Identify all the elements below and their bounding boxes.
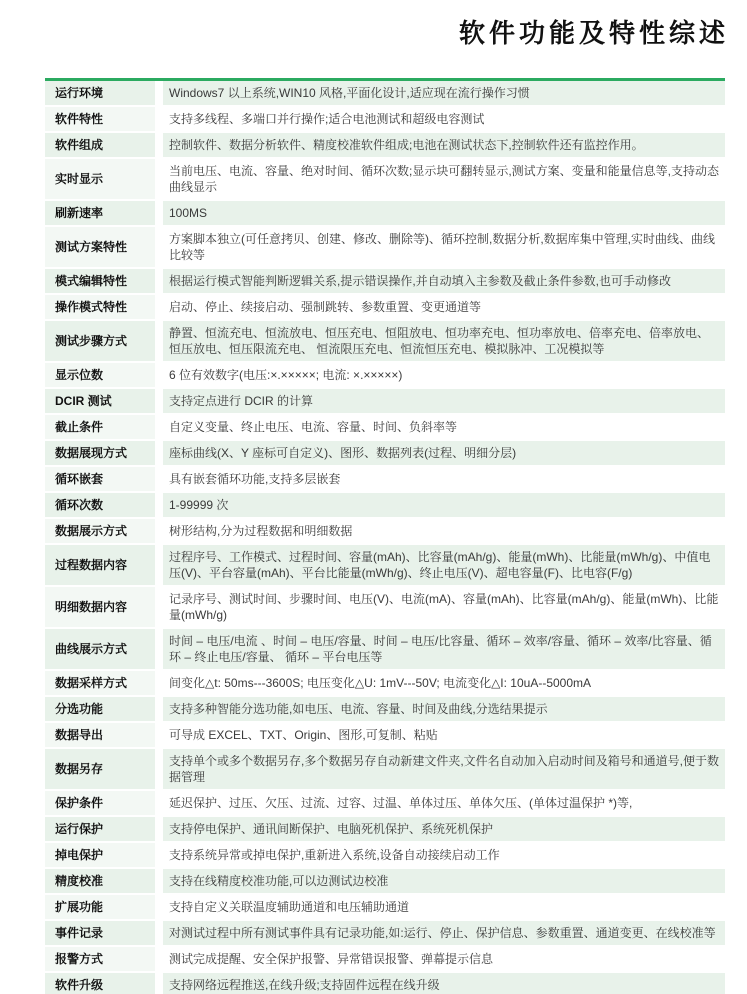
table-row: [45, 227, 725, 269]
table-row: [45, 363, 725, 389]
feature-description: 座标曲线(X、Y 座标可自定义)、图形、数据列表(过程、明细分层): [163, 441, 725, 467]
feature-description: Windows7 以上系统,WIN10 风格,平面化设计,适应现在流行操作习惯: [163, 81, 725, 107]
table-row: [45, 947, 725, 973]
feature-name: 测试方案特性: [45, 227, 163, 269]
feature-name: 数据展示方式: [45, 519, 163, 545]
feature-name: 曲线展示方式: [45, 629, 163, 671]
feature-name: 软件特性: [45, 107, 163, 133]
feature-name: 过程数据内容: [45, 545, 163, 587]
feature-description: 间变化△t: 50ms---3600S; 电压变化△U: 1mV---50V; 电流变化△I: 10uA--5000mA: [163, 671, 725, 697]
table-row: [45, 441, 725, 467]
feature-name: 数据导出: [45, 723, 163, 749]
feature-description: 当前电压、电流、容量、绝对时间、循环次数;显示块可翻转显示,测试方案、变量和能量信息等,支持动态曲线显示: [163, 159, 725, 201]
table-row: [45, 629, 725, 671]
feature-description: 支持单个或多个数据另存,多个数据另存自动新建文件夹,文件名自动加入启动时间及箱号和通道号,便于数据管理: [163, 749, 725, 791]
feature-description: 延迟保护、过压、欠压、过流、过容、过温、单体过压、单体欠压、(单体过温保护 *)等,: [163, 791, 725, 817]
table-row: [45, 295, 725, 321]
feature-description: 100MS: [163, 201, 725, 227]
feature-name: 分选功能: [45, 697, 163, 723]
feature-description: 方案脚本独立(可任意拷贝、创建、修改、删除等)、循环控制,数据分析,数据库集中管理,实时曲线、曲线比较等: [163, 227, 725, 269]
feature-description: 时间 – 电压/电流 、时间 – 电压/容量、时间 – 电压/比容量、循环 – 效率/容量、循环 – 效率/比容量、循环 – 终止电压/容量、 循环 – 平台电压等: [163, 629, 725, 671]
feature-name: 掉电保护: [45, 843, 163, 869]
feature-name: 报警方式: [45, 947, 163, 973]
table-row: [45, 817, 725, 843]
feature-name: 循环嵌套: [45, 467, 163, 493]
feature-description: 根据运行模式智能判断逻辑关系,提示错误操作,并自动填入主参数及截止条件参数,也可手动修改: [163, 269, 725, 295]
feature-description: 启动、停止、续接启动、强制跳转、参数重置、变更通道等: [163, 295, 725, 321]
table-row: [45, 671, 725, 697]
feature-description: 支持多线程、多端口并行操作;适合电池测试和超级电容测试: [163, 107, 725, 133]
feature-description: 支持多种智能分选功能,如电压、电流、容量、时间及曲线,分选结果提示: [163, 697, 725, 723]
table-row: [45, 81, 725, 107]
feature-description: 支持在线精度校准功能,可以边测试边校准: [163, 869, 725, 895]
table-row: [45, 869, 725, 895]
table-row: [45, 107, 725, 133]
feature-name: 事件记录: [45, 921, 163, 947]
feature-description: 树形结构,分为过程数据和明细数据: [163, 519, 725, 545]
table-row: [45, 749, 725, 791]
table-row: [45, 723, 725, 749]
feature-name: 运行环境: [45, 81, 163, 107]
table-row: [45, 415, 725, 441]
table-row: [45, 843, 725, 869]
table-row: [45, 321, 725, 363]
feature-description: 1-99999 次: [163, 493, 725, 519]
table-row: [45, 545, 725, 587]
feature-name: 循环次数: [45, 493, 163, 519]
feature-description: 过程序号、工作模式、过程时间、容量(mAh)、比容量(mAh/g)、能量(mWh)、比能量(mWh/g)、中值电压(V)、平台容量(mAh)、平台比能量(mWh/g)、终止电压(V)、超电容量(F)、比电容(F/g): [163, 545, 725, 587]
feature-description: 6 位有效数字(电压:×.×××××; 电流: ×.×××××): [163, 363, 725, 389]
feature-name: 精度校准: [45, 869, 163, 895]
feature-name: DCIR 测试: [45, 389, 163, 415]
table-row: [45, 697, 725, 723]
table-row: [45, 133, 725, 159]
feature-description: 测试完成提醒、安全保护报警、异常错误报警、弹幕提示信息: [163, 947, 725, 973]
feature-name: 数据展现方式: [45, 441, 163, 467]
feature-description: 对测试过程中所有测试事件具有记录功能,如:运行、停止、保护信息、参数重置、通道变更、在线校准等: [163, 921, 725, 947]
feature-description: 可导成 EXCEL、TXT、Origin、图形,可复制、粘贴: [163, 723, 725, 749]
feature-name: 软件组成: [45, 133, 163, 159]
feature-name: 扩展功能: [45, 895, 163, 921]
spec-table: [45, 78, 725, 994]
table-row: [45, 389, 725, 415]
table-row: [45, 493, 725, 519]
table-row: [45, 467, 725, 493]
feature-description: 支持停电保护、通讯间断保护、电脑死机保护、系统死机保护: [163, 817, 725, 843]
table-row: [45, 201, 725, 227]
feature-name: 实时显示: [45, 159, 163, 201]
feature-name: 模式编辑特性: [45, 269, 163, 295]
table-row: [45, 587, 725, 629]
feature-name: 显示位数: [45, 363, 163, 389]
feature-name: 软件升级: [45, 973, 163, 994]
feature-name: 数据采样方式: [45, 671, 163, 697]
table-row: [45, 159, 725, 201]
feature-name: 明细数据内容: [45, 587, 163, 629]
table-row: [45, 519, 725, 545]
feature-description: 支持系统异常或掉电保护,重新进入系统,设备自动接续启动工作: [163, 843, 725, 869]
feature-description: 支持定点进行 DCIR 的计算: [163, 389, 725, 415]
feature-name: 截止条件: [45, 415, 163, 441]
feature-description: 静置、恒流充电、恒流放电、恒压充电、恒阻放电、恒功率充电、恒功率放电、倍率充电、倍率放电、恒压放电、恒压限流充电、 恒流限压充电、恒流恒压充电、模拟脉冲、工况模拟等: [163, 321, 725, 363]
feature-name: 数据另存: [45, 749, 163, 791]
feature-description: 支持网络远程推送,在线升级;支持固件远程在线升级: [163, 973, 725, 994]
table-row: [45, 895, 725, 921]
table-row: [45, 791, 725, 817]
feature-description: 具有嵌套循环功能,支持多层嵌套: [163, 467, 725, 493]
page-title: 软件功能及特性综述: [458, 18, 729, 48]
feature-description: 记录序号、测试时间、步骤时间、电压(V)、电流(mA)、容量(mAh)、比容量(mAh/g)、能量(mWh)、比能量(mWh/g): [163, 587, 725, 629]
feature-description: 控制软件、数据分析软件、精度校准软件组成;电池在测试状态下,控制软件还有监控作用。: [163, 133, 725, 159]
feature-name: 保护条件: [45, 791, 163, 817]
feature-name: 运行保护: [45, 817, 163, 843]
feature-description: 支持自定义关联温度辅助通道和电压辅助通道: [163, 895, 725, 921]
feature-description: 自定义变量、终止电压、电流、容量、时间、负斜率等: [163, 415, 725, 441]
feature-name: 操作模式特性: [45, 295, 163, 321]
feature-name: 刷新速率: [45, 201, 163, 227]
table-row: [45, 269, 725, 295]
feature-name: 测试步骤方式: [45, 321, 163, 363]
table-row: [45, 921, 725, 947]
table-row: [45, 973, 725, 994]
